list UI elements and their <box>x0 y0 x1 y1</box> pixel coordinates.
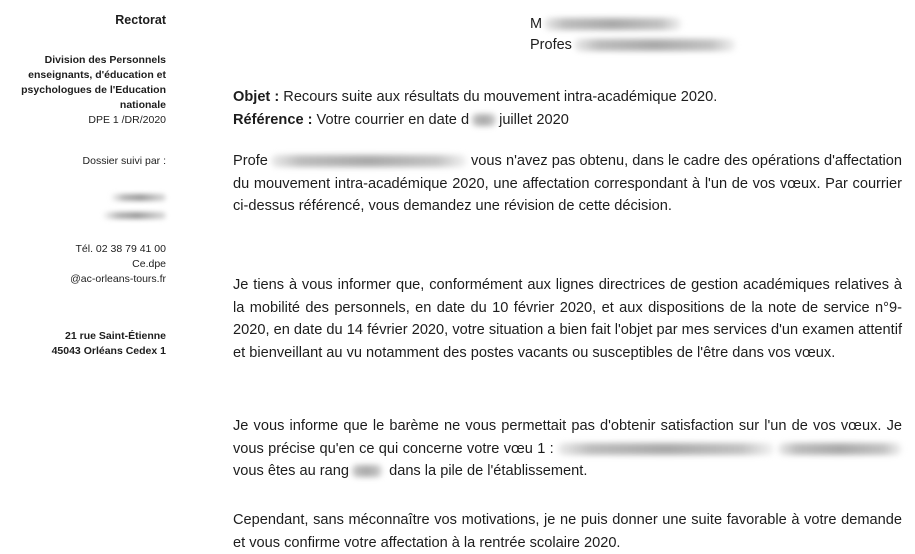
address-block <box>52 329 166 359</box>
division-block <box>0 53 166 128</box>
division-line: Division des Personnels <box>44 54 166 66</box>
subject-label: Objet : <box>233 89 280 105</box>
division-reference: DPE 1 /DR/2020 <box>88 114 166 126</box>
paragraph-3-rank: vous êtes au rang <box>233 463 350 479</box>
division-line: enseignants, d'éducation et <box>28 69 166 81</box>
redacted-name <box>110 194 166 201</box>
paragraph-3-end: dans la pile de l'établissement. <box>385 463 588 479</box>
paragraph-1 <box>233 150 902 218</box>
address-line: 21 rue Saint-Étienne <box>65 330 166 342</box>
redacted-rank <box>351 465 383 477</box>
division-line: psychologues de l'Education <box>21 84 166 96</box>
recipient-title-start: Profes <box>530 37 572 53</box>
redacted-recipient-name <box>271 155 467 167</box>
paragraph-4: Cependant, sans méconnaître vos motivations, je ne puis donner une suite favorable à votre demande et vous confirme votre affectation à la rentrée scolaire 2020. <box>233 512 902 551</box>
paragraph-3-text: Je vous informe que le barème ne vous permettait pas d'obtenir satisfaction sur l'un de vos vœux. Je vous précise qu'en ce qui concerne votre vœu 1 : <box>233 418 902 457</box>
paragraph-1-text: vous n'avez pas obtenu, dans le cadre des opérations d'affectation du mouvement intra-académique 2020, une affectation correspondant à l'un de vos vœux. Par courrier ci-dessus référencé, vous demandez une révision de cette décision. <box>233 153 902 214</box>
subject-block <box>233 86 902 131</box>
redacted-name <box>102 212 166 219</box>
contact-block <box>70 242 166 287</box>
redacted-recipient-name <box>544 18 682 30</box>
subject-line <box>233 86 902 109</box>
reference-month: juillet 2020 <box>499 111 569 128</box>
email-line: Ce.dpe <box>132 258 166 270</box>
reference-label: Référence : <box>233 111 313 128</box>
division-line: nationale <box>119 99 166 111</box>
redacted-date <box>471 114 497 126</box>
dossier-label: Dossier suivi par : <box>82 155 166 167</box>
address-line: 45043 Orléans Cedex 1 <box>51 345 166 357</box>
email-domain: @ac-orleans-tours.fr <box>70 273 166 285</box>
paragraph-3 <box>233 415 902 483</box>
reference-line <box>233 109 902 132</box>
reference-text: Votre courrier en date d <box>312 111 470 128</box>
recipient-name-start: M <box>530 16 543 32</box>
sidebar-title: Rectorat <box>115 13 166 27</box>
subject-text: Recours suite aux résultats du mouvement intra-académique 2020. <box>279 89 718 105</box>
recipient-block <box>530 14 736 56</box>
redacted-recipient-title <box>574 39 736 51</box>
redacted-school <box>778 443 902 455</box>
paragraph-2: Je tiens à vous informer que, conformément aux lignes directrices de gestion académiques relatives à la mobilité des personnels, en date du 10 février 2020, et aux dispositions de la note de service n°9-2020, en date du 14 février 2020, votre situation a bien fait l'objet par mes services d'un examen attentif et bienveillant au vu notamment des postes vacants ou susceptibles de l'être dans vos vœux. <box>233 277 902 361</box>
redacted-school <box>558 443 774 455</box>
recipient-line <box>530 14 736 35</box>
paragraph-1-start: Profe <box>233 153 268 169</box>
phone-number: Tél. 02 38 79 41 00 <box>75 243 166 255</box>
recipient-line <box>530 35 736 56</box>
